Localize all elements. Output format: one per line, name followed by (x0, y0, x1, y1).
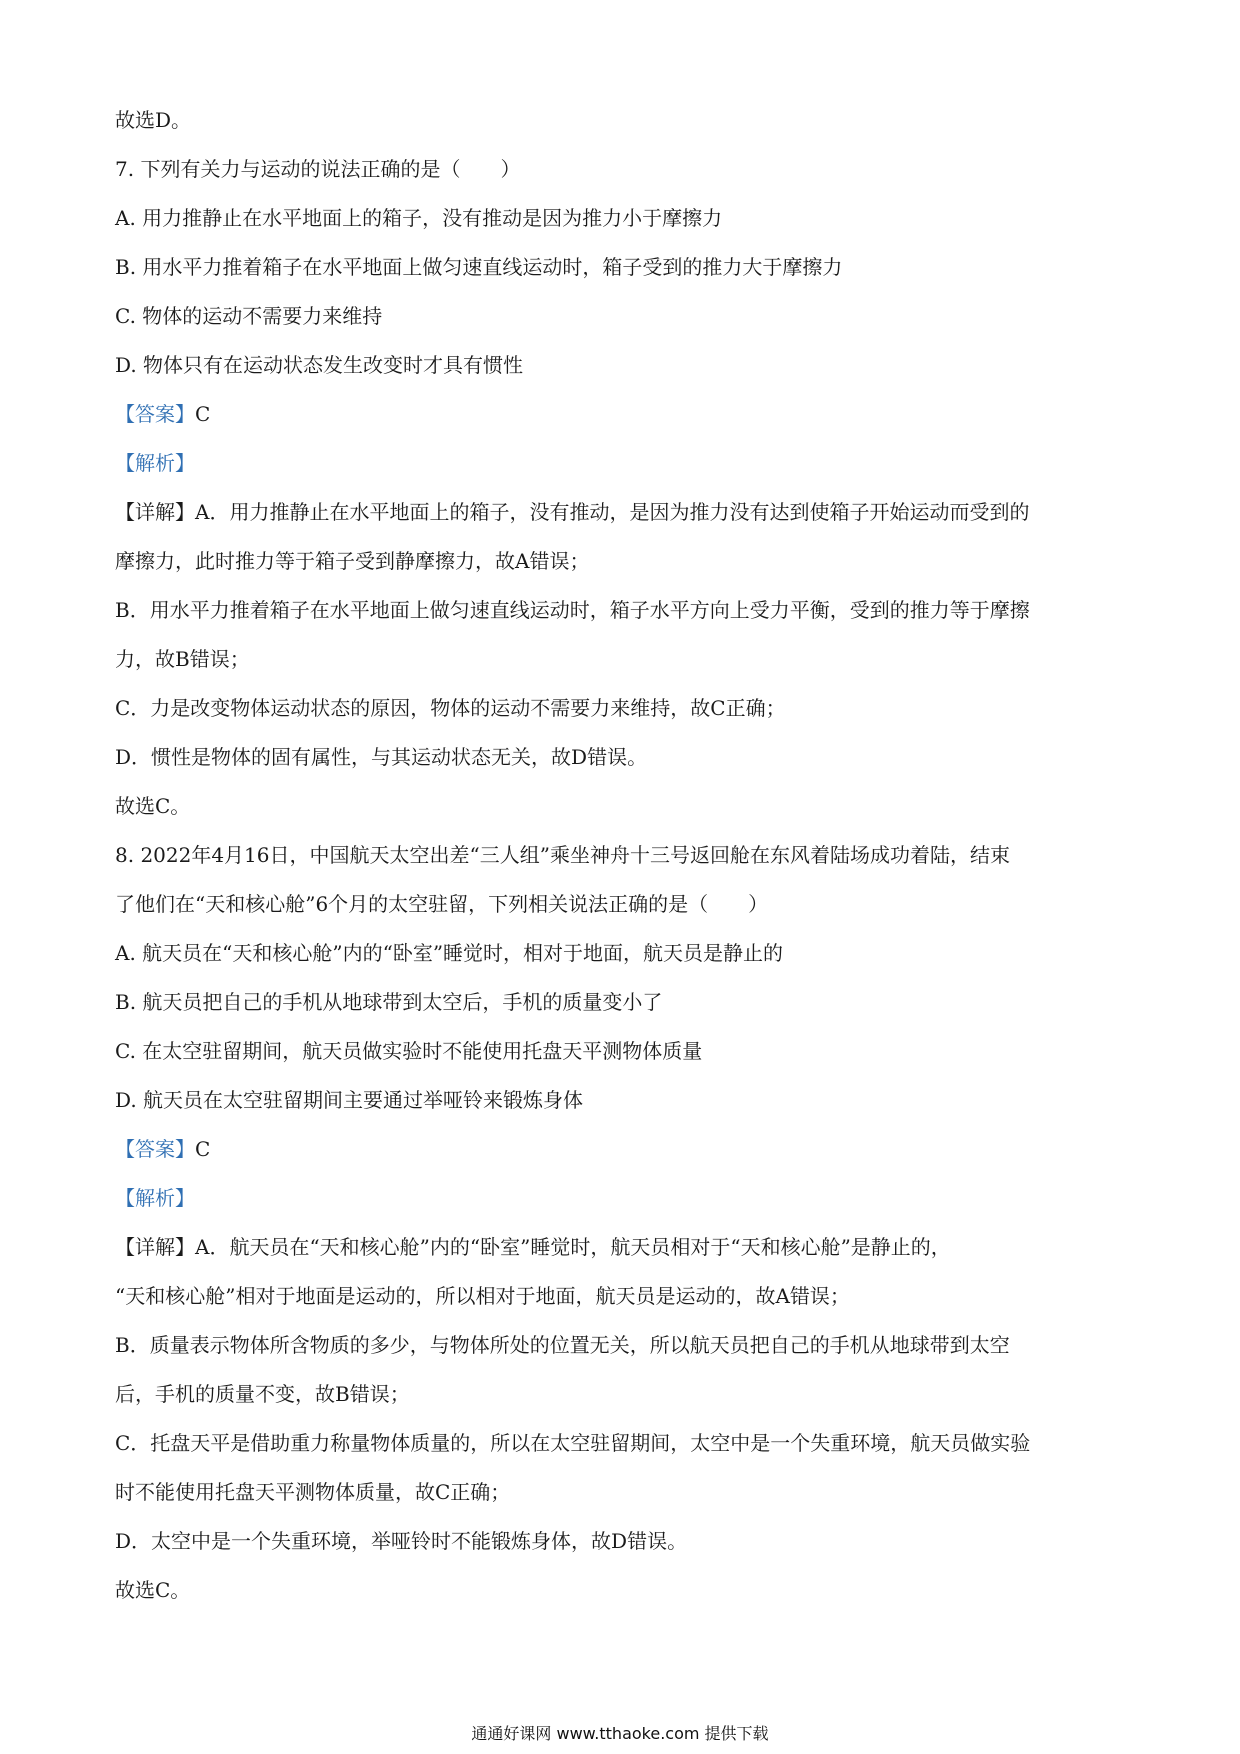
q8-conclusion: 故选C。 (115, 1578, 191, 1602)
q7-detail-line-5: C．力是改变物体运动状态的原因，物体的运动不需要力来维持，故C正确； (115, 696, 786, 720)
q8-option-b: B. 航天员把自己的手机从地球带到太空后，手机的质量变小了 (115, 990, 663, 1014)
page-footer: 通通好课网 www.tthaoke.com 提供下载 (471, 1724, 769, 1743)
q7-detail-line-2: 摩擦力，此时推力等于箱子受到静摩擦力，故A错误； (115, 549, 590, 573)
q8-detail-line-7: D．太空中是一个失重环境，举哑铃时不能锻炼身体，故D错误。 (115, 1529, 688, 1553)
previous-conclusion: 故选D。 (115, 108, 192, 132)
q7-detail-text-1: A．用力推静止在水平地面上的箱子，没有推动，是因为推力没有达到使箱子开始运动而受到的 (195, 500, 1030, 524)
q7-option-b: B. 用水平力推着箱子在水平地面上做匀速直线运动时，箱子受到的推力大于摩擦力 (115, 255, 843, 279)
q8-option-a: A. 航天员在“天和核心舱”内的“卧室”睡觉时，相对于地面，航天员是静止的 (115, 941, 784, 965)
q7-answer (115, 401, 210, 427)
q7-detail-line-3: B．用水平力推着箱子在水平地面上做匀速直线运动时，箱子水平方向上受力平衡，受到的推力等于摩擦 (115, 598, 1030, 622)
q7-analysis-label: 【解析】 (115, 451, 195, 475)
q7-detail-line-1 (115, 499, 1029, 525)
q8-detail-line-1 (115, 1234, 951, 1260)
q8-detail-line-4: 后，手机的质量不变，故B错误； (115, 1382, 410, 1406)
q8-answer-label: 【答案】 (115, 1137, 195, 1161)
q8-detail-text-1: A．航天员在“天和核心舱”内的“卧室”睡觉时，航天员相对于“天和核心舱”是静止的， (195, 1235, 951, 1259)
q7-option-c: C. 物体的运动不需要力来维持 (115, 304, 383, 328)
q8-detail-line-5: C．托盘天平是借助重力称量物体质量的，所以在太空驻留期间，太空中是一个失重环境，航天员做实验 (115, 1431, 1031, 1455)
q7-conclusion: 故选C。 (115, 794, 191, 818)
q7-answer-value: C (195, 402, 211, 426)
q8-option-d: D. 航天员在太空驻留期间主要通过举哑铃来锻炼身体 (115, 1088, 584, 1112)
q8-detail-line-3: B．质量表示物体所含物质的多少，与物体所处的位置无关，所以航天员把自己的手机从地球带到太空 (115, 1333, 1010, 1357)
q8-stem-line-2: 了他们在“天和核心舱”6个月的太空驻留，下列相关说法正确的是（ ） (115, 892, 769, 916)
q8-detail-line-2: “天和核心舱”相对于地面是运动的，所以相对于地面，航天员是运动的，故A错误； (115, 1284, 850, 1308)
q7-option-a: A. 用力推静止在水平地面上的箱子，没有推动是因为推力小于摩擦力 (115, 206, 723, 230)
q7-detail-line-4: 力，故B错误； (115, 647, 250, 671)
q7-stem: 7. 下列有关力与运动的说法正确的是（ ） (115, 157, 521, 181)
q8-stem-line-1: 8. 2022年4月16日，中国航天太空出差“三人组”乘坐神舟十三号返回舱在东风着陆场成功着陆，结束 (115, 843, 1010, 867)
q8-detail-line-6: 时不能使用托盘天平测物体质量，故C正确； (115, 1480, 511, 1504)
q7-detail-line-6: D．惯性是物体的固有属性，与其运动状态无关，故D错误。 (115, 745, 648, 769)
q7-answer-label: 【答案】 (115, 402, 195, 426)
q8-option-c: C. 在太空驻留期间，航天员做实验时不能使用托盘天平测物体质量 (115, 1039, 703, 1063)
q7-detail-label: 【详解】 (115, 500, 195, 524)
q8-analysis-label: 【解析】 (115, 1186, 195, 1210)
q7-analysis-heading (115, 450, 195, 476)
q8-analysis-heading (115, 1185, 195, 1211)
q7-option-d: D. 物体只有在运动状态发生改变时才具有惯性 (115, 353, 524, 377)
q8-answer (115, 1136, 210, 1162)
q8-detail-label: 【详解】 (115, 1235, 195, 1259)
q8-answer-value: C (195, 1137, 211, 1161)
